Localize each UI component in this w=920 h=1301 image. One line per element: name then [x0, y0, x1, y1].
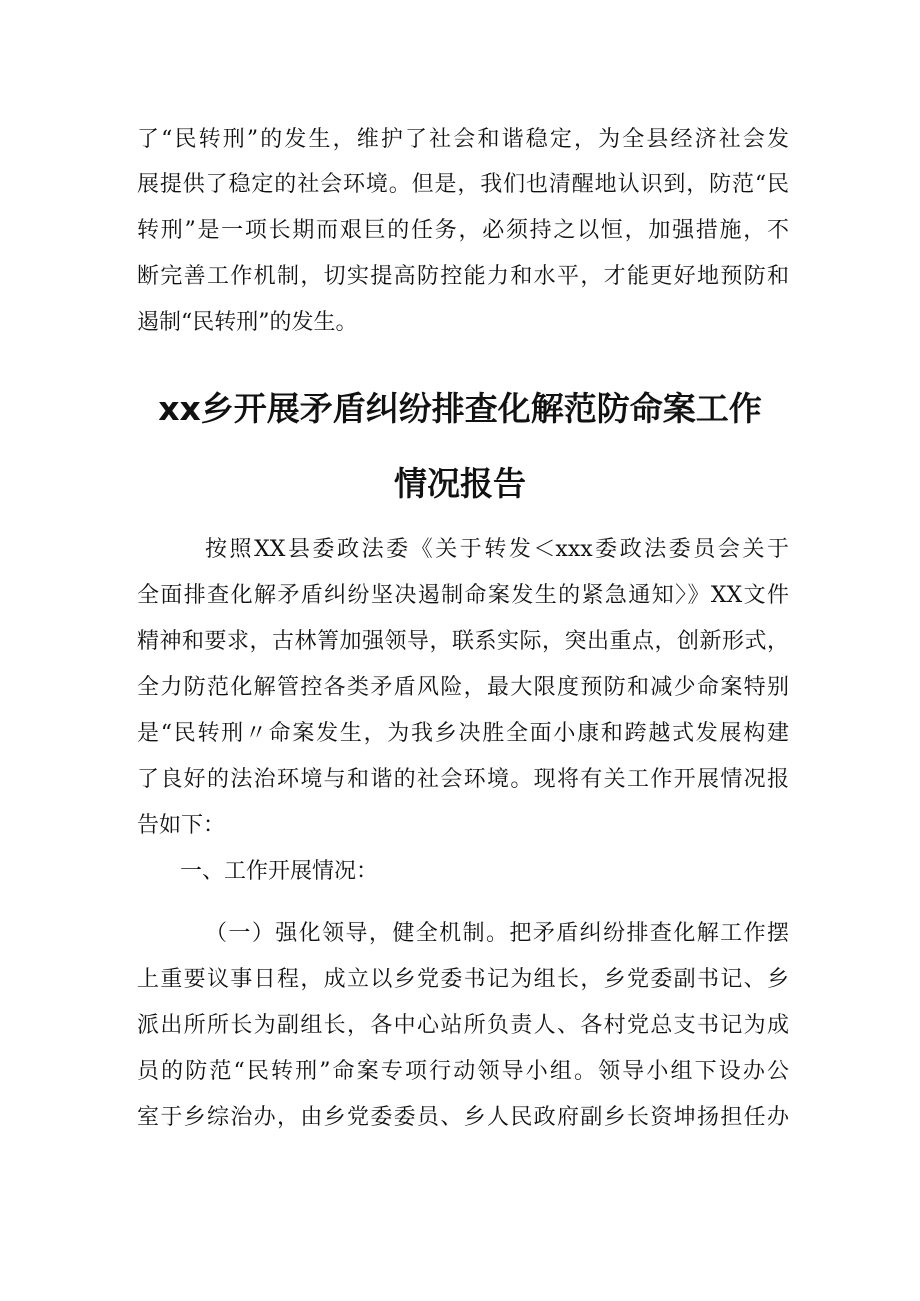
- paragraph-line: 是“民转刑〃命案发生，为我乡决胜全面小康和跨越式发展构建: [137, 721, 789, 746]
- paragraph-line: 转刑”是一项长期而艰巨的任务，必须持之以恒，加强措施，不: [137, 218, 789, 243]
- paragraph-line: 室于乡综治办，由乡党委委员、乡人民政府副乡长资坤扬担任办: [137, 1105, 789, 1130]
- paragraph-line: 遏制“民转刑”的发生。: [137, 310, 358, 335]
- paragraph-line: 告如下：: [137, 813, 226, 838]
- paragraph-line: （一）强化领导，健全机制。把矛盾纠纷排查化解工作摆: [205, 921, 789, 946]
- paragraph-line: 展提供了稳定的社会环境。但是，我们也清醒地认识到，防范“民: [137, 172, 789, 197]
- document-title-continued: 情况报告: [394, 464, 526, 503]
- section-heading: 一、工作开展情况：: [180, 859, 379, 884]
- paragraph-line: 员的防范“民转刑”命案专项行动领导小组。领导小组下设办公: [137, 1059, 789, 1084]
- paragraph-line: 了良好的法治环境与和谐的社会环境。现将有关工作开展情况报: [137, 767, 789, 792]
- paragraph-line: 了“民转刑”的发生，维护了社会和谐稳定，为全县经济社会发: [137, 127, 789, 152]
- paragraph-line: 派出所所长为副组长，各中心站所负责人、各村党总支书记为成: [137, 1013, 789, 1038]
- paragraph-line: 全力防范化解管控各类矛盾风险，最大限度预防和减少命案特别: [137, 675, 789, 700]
- document-title: xx乡开展矛盾纠纷排查化解范防命案工作: [158, 389, 762, 428]
- paragraph-line: 精神和要求，古林箐加强领导，联系实际，突出重点，创新形式，: [137, 629, 789, 654]
- paragraph-line: 全面排查化解矛盾纠纷坚决遏制命案发生的紧急通知〉》XX文件: [137, 583, 789, 608]
- paragraph-line: 按照XX县委政法委《关于转发＜xxx委政法委员会关于: [205, 537, 789, 562]
- paragraph-line: 上重要议事日程，成立以乡党委书记为组长，乡党委副书记、乡: [137, 967, 789, 992]
- paragraph-line: 断完善工作机制，切实提高防控能力和水平，才能更好地预防和: [137, 264, 789, 289]
